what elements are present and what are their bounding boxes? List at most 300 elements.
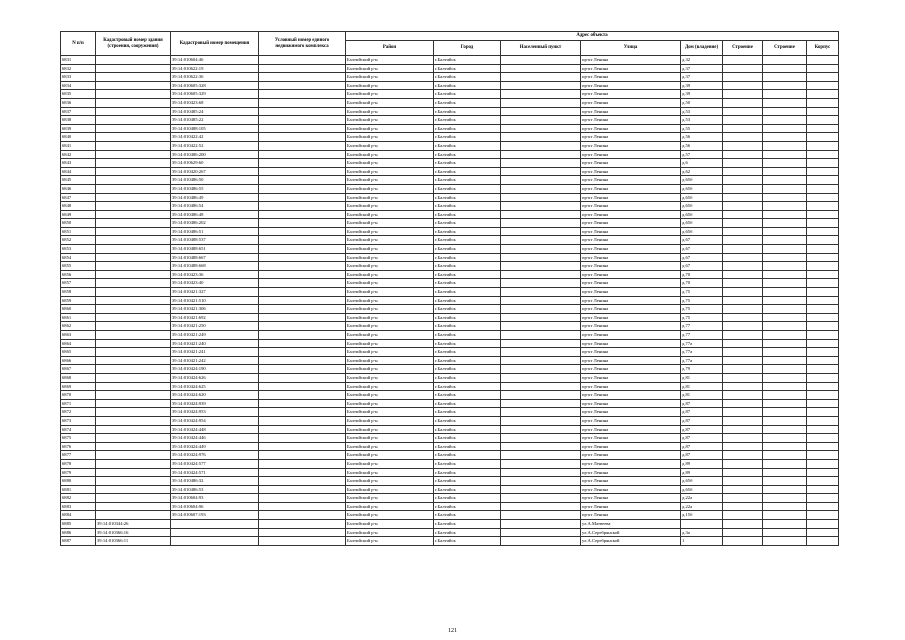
cell-corpus [807,219,839,228]
cell-district: Балтийский р-н [346,176,434,185]
cell-corpus [807,322,839,331]
cell-building [763,434,807,443]
cell-building [763,451,807,460]
cell-city: г.Балтийск [434,305,501,314]
cell-city: г.Балтийск [434,219,501,228]
cell-city: г.Балтийск [434,391,501,400]
cell-num: 6832 [61,64,96,73]
cell-corpus [807,425,839,434]
cell-num: 6836 [61,98,96,107]
cell-corpus [807,305,839,314]
cell-structure [723,90,763,99]
cell-city: г.Балтийск [434,124,501,133]
cell-num: 6842 [61,150,96,159]
table-row [61,468,839,477]
cell-complex-number [259,107,346,116]
cell-num: 6835 [61,90,96,99]
cell-house: д.81 [681,391,723,400]
cell-building-cadastral [96,270,171,279]
cell-num: 6862 [61,322,96,331]
cell-city: г.Балтийск [434,511,501,520]
cell-building [763,270,807,279]
cell-city: г.Балтийск [434,184,501,193]
cell-settlement [501,219,581,228]
table-row [61,253,839,262]
cell-num: 6861 [61,313,96,322]
cell-complex-number [259,219,346,228]
cell-house: д.77 [681,322,723,331]
cell-city: г.Балтийск [434,537,501,546]
cell-district: Балтийский р-н [346,81,434,90]
cell-city: г.Балтийск [434,107,501,116]
cell-building [763,176,807,185]
cell-num: 6851 [61,227,96,236]
cell-house: д.79 [681,365,723,374]
cell-building-cadastral [96,305,171,314]
cell-city: г.Балтийск [434,133,501,142]
cell-street: пр-кт Ленина [581,73,681,82]
header-structure: Строение [723,41,763,56]
cell-corpus [807,56,839,65]
cell-room-cadastral: 39:14:010485:24 [171,107,259,116]
cell-building [763,107,807,116]
cell-structure [723,159,763,168]
cell-num: 6887 [61,537,96,546]
cell-building-cadastral [96,468,171,477]
cell-corpus [807,296,839,305]
cell-street: пр-кт Ленина [581,485,681,494]
cell-building [763,313,807,322]
cell-corpus [807,150,839,159]
cell-settlement [501,150,581,159]
cell-settlement [501,313,581,322]
cell-room-cadastral: 39:14:010424:626 [171,373,259,382]
cell-building [763,141,807,150]
cell-corpus [807,331,839,340]
header-house: Дом (владение) [681,41,723,56]
cell-room-cadastral: 39:14:010421:241 [171,348,259,357]
cell-building [763,288,807,297]
cell-street: пр-кт Ленина [581,348,681,357]
cell-complex-number [259,416,346,425]
cell-settlement [501,459,581,468]
cell-house: д.87 [681,434,723,443]
cell-building-cadastral [96,365,171,374]
cell-corpus [807,116,839,125]
cell-building [763,322,807,331]
cell-house: д.87 [681,399,723,408]
table-row [61,73,839,82]
cell-num: 6856 [61,270,96,279]
cell-structure [723,373,763,382]
cell-complex-number [259,408,346,417]
cell-num: 6881 [61,485,96,494]
table-row [61,227,839,236]
cell-structure [723,322,763,331]
cell-complex-number [259,537,346,546]
cell-corpus [807,279,839,288]
cell-building-cadastral [96,425,171,434]
cell-building [763,245,807,254]
cell-house: д.65б [681,202,723,211]
table-row [61,150,839,159]
cell-settlement [501,253,581,262]
cell-complex-number [259,210,346,219]
cell-house: д.62 [681,167,723,176]
cell-structure [723,365,763,374]
cell-room-cadastral: 39:14:010424:620 [171,391,259,400]
cell-room-cadastral: 39:14:010605:328 [171,81,259,90]
table-row [61,382,839,391]
cell-district: Балтийский р-н [346,98,434,107]
cell-structure [723,219,763,228]
cell-building-cadastral [96,356,171,365]
cell-city: г.Балтийск [434,477,501,486]
cell-corpus [807,391,839,400]
table-row [61,425,839,434]
cell-structure [723,236,763,245]
cell-room-cadastral: 39:14:010488:105 [171,124,259,133]
cell-district: Балтийский р-н [346,262,434,271]
cell-street: пр-кт Ленина [581,459,681,468]
cell-street: пр-кт Ленина [581,511,681,520]
cell-city: г.Балтийск [434,90,501,99]
cell-city: г.Балтийск [434,451,501,460]
cell-structure [723,141,763,150]
cell-building-cadastral [96,202,171,211]
cell-building [763,210,807,219]
cell-street: пр-кт Ленина [581,81,681,90]
cell-room-cadastral: 39:14:010424:190 [171,365,259,374]
cell-street: пр-кт Ленина [581,176,681,185]
cell-house: д.65б [681,477,723,486]
cell-complex-number [259,451,346,460]
cell-complex-number [259,56,346,65]
cell-num: 6884 [61,511,96,520]
cell-building-cadastral [96,313,171,322]
cell-settlement [501,210,581,219]
cell-building-cadastral [96,408,171,417]
cell-house: д.39 [681,81,723,90]
cell-house: д.37 [681,64,723,73]
cell-street: пр-кт Ленина [581,502,681,511]
cell-building-cadastral [96,245,171,254]
cell-street: пр-кт Ленина [581,331,681,340]
cell-num: 6877 [61,451,96,460]
cell-district: Балтийский р-н [346,236,434,245]
cell-house: д.65б [681,184,723,193]
cell-num: 6834 [61,81,96,90]
cell-settlement [501,184,581,193]
table-row [61,133,839,142]
cell-house: д.70 [681,279,723,288]
cell-building [763,279,807,288]
cell-city: г.Балтийск [434,322,501,331]
cell-corpus [807,210,839,219]
cell-building-cadastral [96,442,171,451]
cell-corpus [807,73,839,82]
cell-corpus [807,133,839,142]
cell-district: Балтийский р-н [346,322,434,331]
cell-street: пр-кт Ленина [581,90,681,99]
cell-structure [723,202,763,211]
cell-room-cadastral: 39:14:010423:68 [171,98,259,107]
cell-structure [723,348,763,357]
cell-house: д.75 [681,313,723,322]
cell-building-cadastral [96,184,171,193]
cell-building-cadastral [96,193,171,202]
cell-structure [723,502,763,511]
cell-house: д.75 [681,305,723,314]
cell-district: Балтийский р-н [346,331,434,340]
cell-corpus [807,520,839,529]
cell-complex-number [259,520,346,529]
table-row [61,81,839,90]
cell-city: г.Балтийск [434,288,501,297]
cell-complex-number [259,98,346,107]
cell-settlement [501,167,581,176]
cell-city: г.Балтийск [434,434,501,443]
cell-structure [723,262,763,271]
cell-house: д.67 [681,245,723,254]
cell-building [763,477,807,486]
cell-settlement [501,416,581,425]
cell-city: г.Балтийск [434,399,501,408]
cell-corpus [807,494,839,503]
cell-building-cadastral [96,477,171,486]
cell-building-cadastral: 39:14:010344:26 [96,520,171,529]
cell-building [763,416,807,425]
cell-street: пр-кт Ленина [581,365,681,374]
cell-building [763,150,807,159]
cell-district: Балтийский р-н [346,425,434,434]
cell-street: пр-кт Ленина [581,227,681,236]
cell-corpus [807,442,839,451]
cell-building [763,365,807,374]
cell-settlement [501,451,581,460]
cell-house: д.65б [681,485,723,494]
cell-num: 6858 [61,288,96,297]
cell-num: 6870 [61,391,96,400]
cell-city: г.Балтийск [434,227,501,236]
cell-building [763,81,807,90]
cell-settlement [501,502,581,511]
cell-district: Балтийский р-н [346,373,434,382]
cell-structure [723,253,763,262]
cell-street: пр-кт Ленина [581,141,681,150]
cell-room-cadastral [171,537,259,546]
cell-house: д.22а [681,494,723,503]
cell-complex-number [259,468,346,477]
cell-complex-number [259,64,346,73]
cell-house: д.75 [681,296,723,305]
cell-city: г.Балтийск [434,459,501,468]
cell-district: Балтийский р-н [346,159,434,168]
cell-district: Балтийский р-н [346,116,434,125]
cell-district: Балтийский р-н [346,356,434,365]
cell-house: д.87 [681,416,723,425]
cell-structure [723,184,763,193]
cell-structure [723,167,763,176]
cell-complex-number [259,322,346,331]
cell-corpus [807,270,839,279]
cell-city: г.Балтийск [434,150,501,159]
cell-building-cadastral [96,502,171,511]
cell-num: 6852 [61,236,96,245]
cell-street: пр-кт Ленина [581,107,681,116]
cell-num: 6878 [61,459,96,468]
cell-house: д.65б [681,193,723,202]
table-row [61,296,839,305]
cell-num: 6833 [61,73,96,82]
cell-settlement [501,425,581,434]
cell-num: 6880 [61,477,96,486]
cell-street: пр-кт Ленина [581,167,681,176]
cell-settlement [501,382,581,391]
table-row [61,167,839,176]
cell-building [763,494,807,503]
cell-house: д.22а [681,502,723,511]
cell-district: Балтийский р-н [346,382,434,391]
cell-settlement [501,107,581,116]
cell-building [763,391,807,400]
cell-corpus [807,253,839,262]
cell-building [763,202,807,211]
cell-structure [723,245,763,254]
cell-building [763,159,807,168]
cell-room-cadastral: 39:14:010421:306 [171,305,259,314]
cell-street: пр-кт Ленина [581,210,681,219]
cell-complex-number [259,279,346,288]
cell-street: пр-кт Ленина [581,434,681,443]
cell-num: 6839 [61,124,96,133]
cell-building-cadastral [96,167,171,176]
cell-building [763,442,807,451]
table-row [61,288,839,297]
cell-corpus [807,262,839,271]
cell-house: д.3а [681,528,723,537]
cell-building-cadastral [96,322,171,331]
table-row [61,313,839,322]
cell-settlement [501,434,581,443]
cell-settlement [501,296,581,305]
cell-num: 6847 [61,193,96,202]
cell-room-cadastral: 39:14:010424:953 [171,408,259,417]
table-row [61,262,839,271]
cell-settlement [501,339,581,348]
cell-house: д.67 [681,236,723,245]
cell-corpus [807,468,839,477]
cell-room-cadastral: 39:14:010488:668 [171,262,259,271]
cell-structure [723,305,763,314]
table-row [61,107,839,116]
cell-house: д.67 [681,262,723,271]
cell-num: 6841 [61,141,96,150]
cell-district: Балтийский р-н [346,528,434,537]
table-row [61,279,839,288]
cell-city: г.Балтийск [434,485,501,494]
cell-street: пр-кт Ленина [581,477,681,486]
cell-house: д.15б [681,511,723,520]
cell-city: г.Балтийск [434,176,501,185]
cell-building-cadastral [96,434,171,443]
cell-settlement [501,98,581,107]
table-row [61,56,839,65]
cell-settlement [501,356,581,365]
cell-building-cadastral [96,262,171,271]
cell-structure [723,339,763,348]
table-row [61,176,839,185]
cell-building [763,167,807,176]
cell-building-cadastral [96,288,171,297]
cell-room-cadastral: 39:14:010604:46 [171,56,259,65]
cell-structure [723,520,763,529]
cell-complex-number [259,477,346,486]
cell-building [763,219,807,228]
cell-building-cadastral [96,81,171,90]
table-row [61,416,839,425]
cell-complex-number [259,399,346,408]
cell-corpus [807,90,839,99]
cell-complex-number [259,141,346,150]
cell-city: г.Балтийск [434,236,501,245]
cell-district: Балтийский р-н [346,227,434,236]
cell-corpus [807,459,839,468]
cell-room-cadastral: 39:14:010486:48 [171,210,259,219]
cell-settlement [501,348,581,357]
cell-district: Балтийский р-н [346,442,434,451]
cell-building [763,485,807,494]
cell-complex-number [259,339,346,348]
cell-num: 6874 [61,425,96,434]
cell-num: 6869 [61,382,96,391]
cell-city: г.Балтийск [434,502,501,511]
cell-street: пр-кт Ленина [581,279,681,288]
cell-complex-number [259,184,346,193]
cell-settlement [501,391,581,400]
cell-street: пр-кт Ленина [581,98,681,107]
cell-settlement [501,494,581,503]
cell-room-cadastral [171,528,259,537]
cell-street: пр-кт Ленина [581,124,681,133]
cell-complex-number [259,262,346,271]
cell-district: Балтийский р-н [346,219,434,228]
cell-structure [723,116,763,125]
cell-street: пр-кт Ленина [581,416,681,425]
cell-structure [723,98,763,107]
cell-num: 6864 [61,339,96,348]
cell-corpus [807,288,839,297]
cell-corpus [807,511,839,520]
cell-structure [723,477,763,486]
cell-corpus [807,451,839,460]
cell-district: Балтийский р-н [346,520,434,529]
cell-house: д.77а [681,348,723,357]
cell-settlement [501,511,581,520]
cell-room-cadastral: 39:14:010424:571 [171,468,259,477]
cell-room-cadastral: 39:14:010421:692 [171,313,259,322]
cell-num: 6867 [61,365,96,374]
header-num: N п/п [61,32,96,56]
cell-district: Балтийский р-н [346,313,434,322]
cell-structure [723,537,763,546]
cell-settlement [501,408,581,417]
cell-room-cadastral: 39:14:010622:19 [171,64,259,73]
cell-num: 6845 [61,176,96,185]
cell-district: Балтийский р-н [346,416,434,425]
cell-building-cadastral [96,73,171,82]
header-corpus: Корпус [807,41,839,56]
